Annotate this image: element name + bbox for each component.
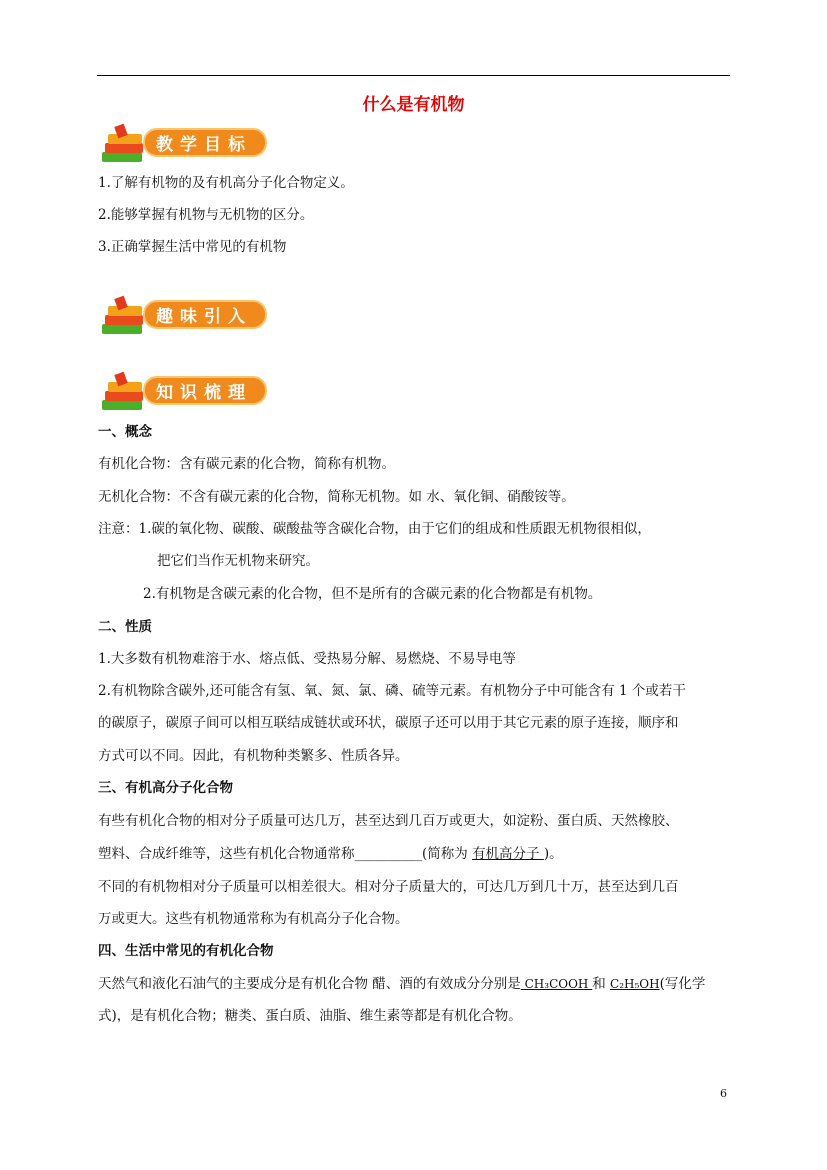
paragraph-line: 1.大多数有机物难溶于水、熔点低、受热易分解、易燃烧、不易导电等	[98, 651, 516, 667]
paragraph-line: 式)，是有机化合物；糖类、蛋白质、油脂、维生素等都是有机化合物。	[98, 1008, 522, 1024]
text-run: )。	[543, 846, 563, 862]
section-heading: 四、生活中常见的有机化合物	[98, 943, 274, 959]
paragraph-line: 的碳原子，碳原子间可以相互联结成链状或环状，碳原子还可以用于其它元素的原子连接，顺序和	[98, 715, 679, 731]
banner-label: 趣味引入	[156, 306, 252, 327]
page-number: 6	[720, 1087, 727, 1100]
objective-item: 2.能够掌握有机物与无机物的区分。	[98, 207, 314, 223]
paragraph-line: 2.有机物除含碳外,还可能含有氢、氧、氮、氯、磷、硫等元素。有机物分子中可能含有 1 个或若干	[98, 683, 686, 699]
answer-text: C₂H₅OH	[610, 977, 660, 991]
paragraph-line: 有些有机化合物的相对分子质量可达几万，甚至达到几百万或更大，如淀粉、蛋白质、天然橡胶、	[98, 813, 679, 829]
fill-blank: __________	[354, 846, 422, 862]
paragraph-line: 不同的有机物相对分子质量可以相差很大。相对分子质量大的，可达几万到几十万，甚至达到几百	[98, 879, 679, 895]
paragraph-line: 无机化合物：不含有碳元素的化合物，简称无机物。如 水、氧化铜、硝酸铵等。	[98, 489, 575, 505]
text-run: 天然气和液化石油气的主要成分是有机化合物 醋、酒的有效成分分别是	[98, 976, 521, 992]
section-heading: 一、概念	[98, 424, 152, 440]
paragraph-line: 注意：1.碳的氧化物、碳酸、碳酸盐等含碳化合物，由于它们的组成和性质跟无机物很相似，	[98, 521, 651, 537]
text-run: 塑料、合成纤维等，这些有机化合物通常称	[98, 846, 355, 862]
paragraph-line	[98, 845, 563, 863]
text-run: (简称为	[422, 846, 473, 862]
text-run: (写化学	[659, 976, 706, 992]
section-heading: 三、有机高分子化合物	[98, 780, 233, 796]
page-title: 什么是有机物	[362, 95, 465, 115]
objective-item: 1.了解有机物的及有机高分子化合物定义。	[98, 175, 354, 191]
banner-label: 知识梳理	[156, 382, 252, 403]
paragraph-line: 方式可以不同。因此，有机物种类繁多、性质各异。	[98, 748, 409, 764]
paragraph-line: 万或更大。这些有机物通常称为有机高分子化合物。	[98, 911, 409, 927]
answer-text: CH₃COOH	[520, 977, 593, 991]
section-heading: 二、性质	[98, 619, 152, 635]
answer-text: 有机高分子	[472, 846, 544, 862]
banner-objectives	[98, 122, 270, 168]
banner-knowledge	[98, 370, 270, 416]
paragraph-line: 把它们当作无机物来研究。	[157, 553, 319, 569]
objective-item: 3.正确掌握生活中常见的有机物	[98, 239, 287, 255]
text-run: 和	[592, 976, 611, 992]
paragraph-line: 有机化合物：含有碳元素的化合物，简称有机物。	[98, 456, 395, 472]
paragraph-line	[98, 975, 705, 993]
paragraph-line: 2.有机物是含碳元素的化合物，但不是所有的含碳元素的化合物都是有机物。	[143, 586, 602, 602]
header-rule	[97, 75, 730, 76]
banner-label: 教学目标	[156, 134, 252, 155]
banner-intro	[98, 294, 270, 340]
